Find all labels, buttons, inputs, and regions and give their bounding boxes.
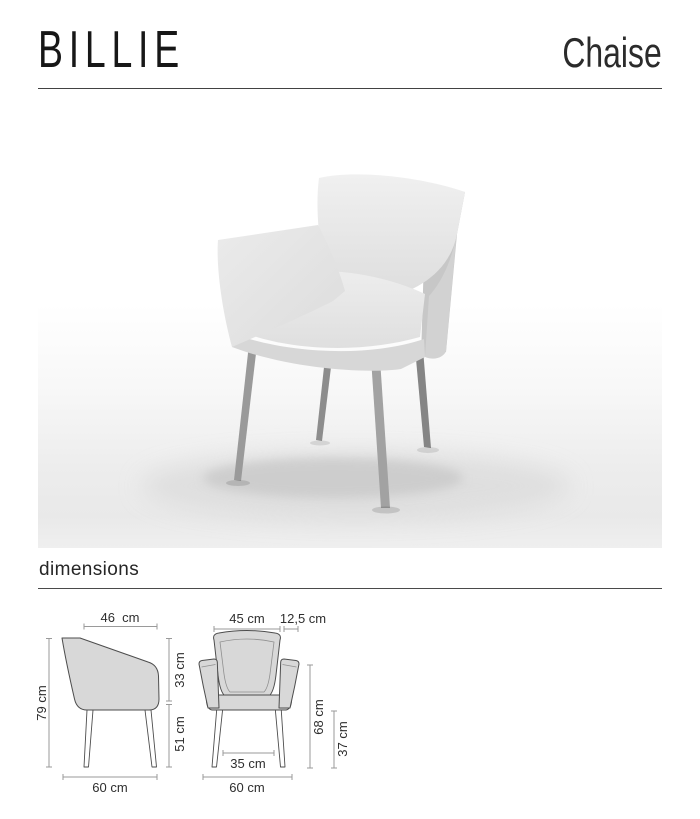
- dim-front-armrest-height: 68 cm: [311, 699, 326, 735]
- armchair-render: [38, 96, 662, 548]
- dim-front-total-width: 60 cm: [229, 780, 265, 795]
- side-front-leg: [145, 710, 157, 767]
- side-rear-leg: [84, 710, 93, 767]
- front-right-leg: [275, 706, 285, 767]
- dimensions-section-title: dimensions: [39, 559, 140, 580]
- dim-front-legs-inner-width: 35 cm: [230, 756, 266, 771]
- dim-front-backrest-width: 45 cm: [229, 611, 265, 626]
- chair-rear-left-leg: [316, 358, 332, 441]
- dimensions-divider: [38, 588, 662, 589]
- dim-side-total-height: 79 cm: [34, 685, 49, 721]
- front-arm-width-dim-line: [284, 626, 298, 632]
- dim-side-backrest-height: 33 cm: [172, 652, 187, 688]
- dimension-drawings: [0, 600, 700, 819]
- side-view-drawing: [34, 610, 187, 795]
- product-type: Chaise: [562, 29, 662, 76]
- dim-front-armrest-width: 12,5 cm: [279, 611, 327, 626]
- front-right-armrest: [279, 659, 299, 708]
- product-name: BILLIE: [38, 21, 185, 79]
- front-backrest: [214, 631, 281, 697]
- front-left-leg: [212, 706, 223, 767]
- front-left-armrest: [199, 659, 219, 708]
- header-divider: [38, 88, 662, 89]
- product-photo: [38, 96, 662, 548]
- dim-side-total-depth: 60 cm: [92, 780, 128, 795]
- chair-rear-right-leg: [415, 348, 431, 448]
- dim-side-under-seat-height: 51 cm: [172, 716, 187, 752]
- dim-side-top-depth: 46 cm: [100, 610, 140, 625]
- side-body: [62, 638, 159, 710]
- header: [38, 21, 662, 84]
- dim-front-seat-height: 37 cm: [335, 721, 350, 757]
- front-view-drawing: [199, 611, 350, 795]
